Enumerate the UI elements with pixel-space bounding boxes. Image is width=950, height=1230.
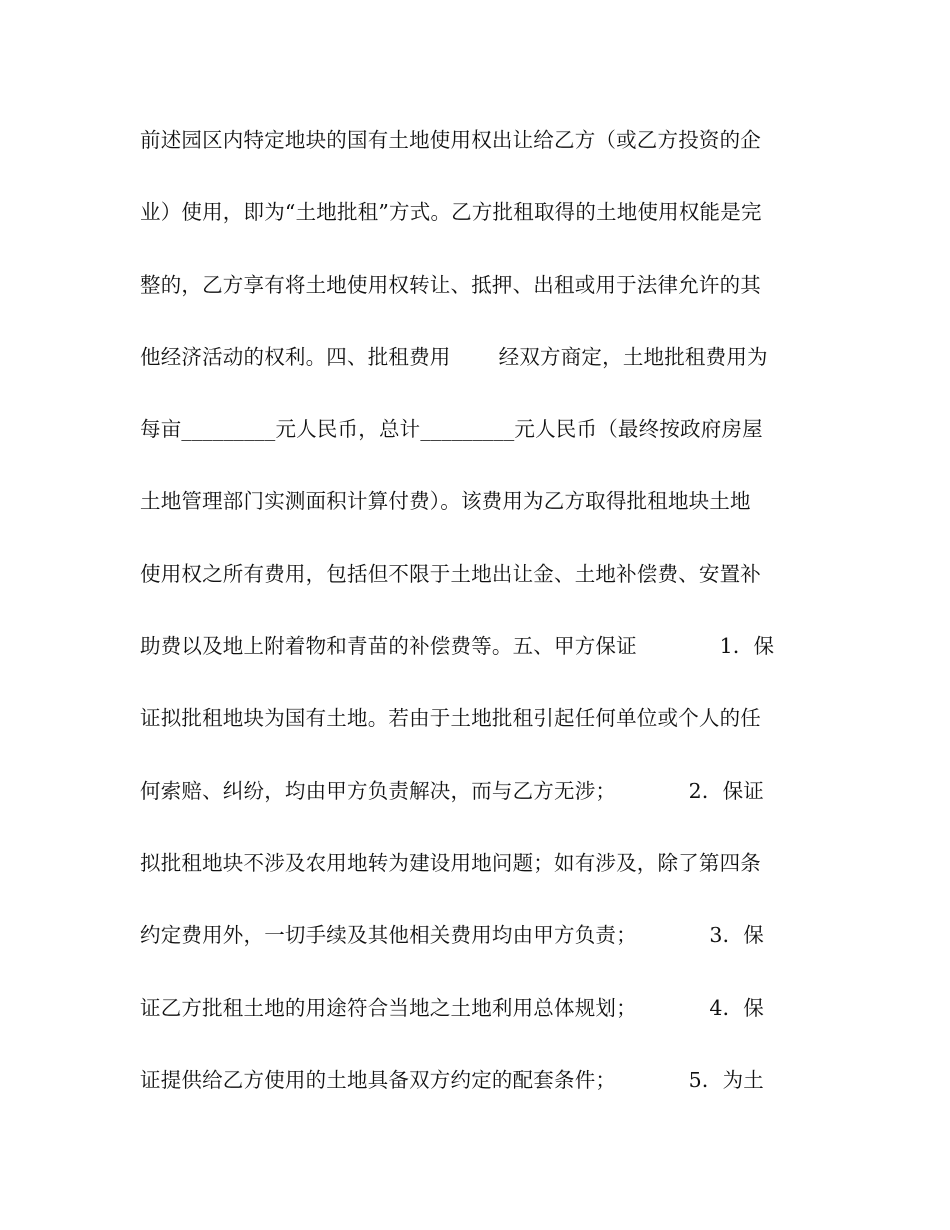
text-line-1: 前述园区内特定地块的国有土地使用权出让给乙方（或乙方投资的企 — [140, 128, 761, 152]
text-line-6: 土地管理部门实测面积计算付费）。该费用为乙方取得批租地块土地 — [140, 489, 751, 514]
document-body — [140, 122, 810, 1134]
text-line-7: 使用权之所有费用，包括但不限于土地出让金、土地补偿费、安置补 — [140, 561, 761, 586]
text-line-2: 业）使用，即为“土地批租”方式。乙方批租取得的土地使用权能是完 — [140, 200, 762, 225]
text-line-3: 整的，乙方享有将土地使用权转让、抵押、出租或用于法律允许的其 — [140, 272, 761, 297]
text-line-10: 何索赔、纠纷，均由甲方负责解决，而与乙方无涉； 2．保证 — [140, 778, 764, 803]
text-line-9: 证拟批租地块为国有土地。若由于土地批租引起任何单位或个人的任 — [140, 706, 761, 731]
text-line-4: 他经济活动的权利。四、批租费用 经双方商定，土地批租费用为 — [140, 344, 768, 369]
text-line-5: 每亩_________元人民币，总计_________元人民币（最终按政府房屋 — [140, 417, 763, 442]
text-line-11: 拟批租地块不涉及农用地转为建设用地问题；如有涉及，除了第四条 — [140, 850, 761, 875]
text-line-12: 约定费用外，一切手续及其他相关费用均由甲方负责； 3．保 — [140, 923, 764, 948]
text-line-13: 证乙方批租土地的用途符合当地之土地利用总体规划； 4．保 — [140, 995, 764, 1020]
text-line-8: 助费以及地上附着物和青苗的补偿费等。五、甲方保证 1．保 — [140, 634, 775, 659]
text-line-14: 证提供给乙方使用的土地具备双方约定的配套条件； 5．为土 — [140, 1067, 764, 1092]
